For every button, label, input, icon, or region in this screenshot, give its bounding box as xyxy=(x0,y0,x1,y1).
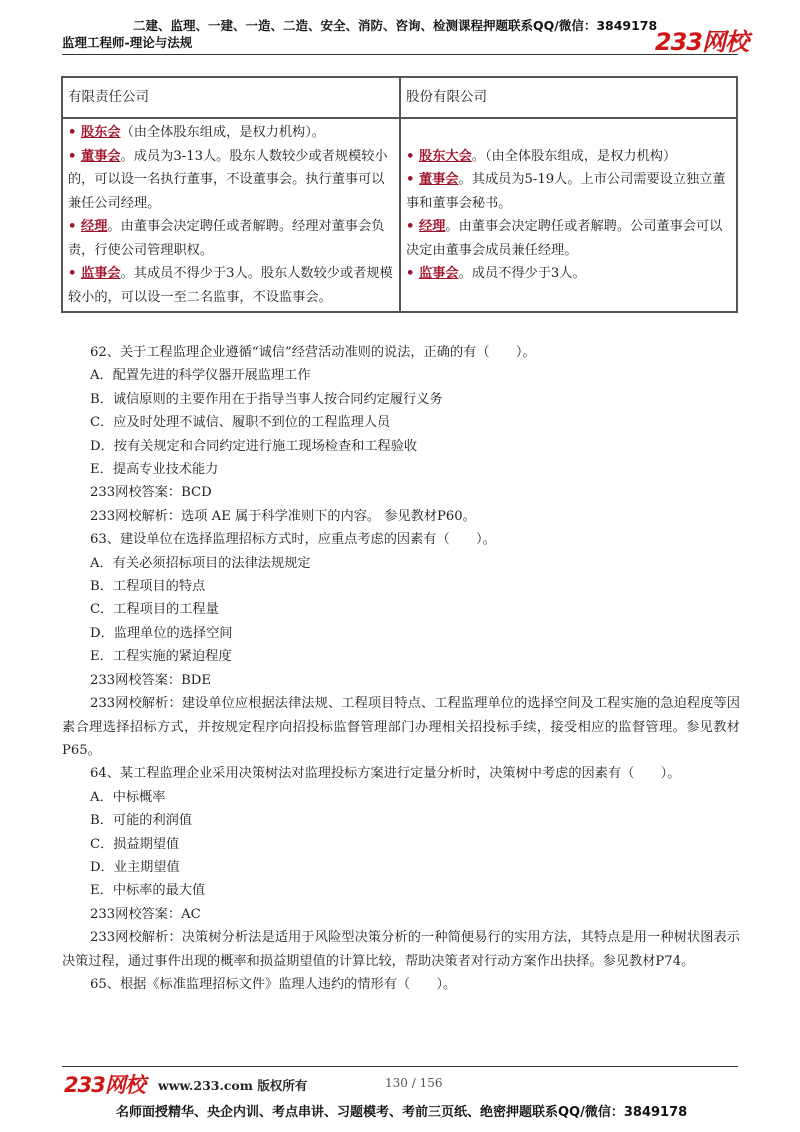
table-header-jsc: 股份有限公司 xyxy=(400,77,737,118)
list-item: • 董事会。其成员为5-19人。上市公司需要设立独立董事和董事会秘书。 xyxy=(406,172,726,211)
term-link[interactable]: 股东会 xyxy=(81,125,121,140)
list-item: • 经理。由董事会决定聘任或者解聘。经理对董事会负责，行使公司管理职权。 xyxy=(68,219,385,258)
analysis: 233网校解析：决策树分析法是适用于风险型决策分析的一种简便易行的实用方法，其特点是用一种树状图表示决策过程，通过事件出现的概率和损益期望值的计算比较，帮助决策者对行动方案作出抉择。参见教材P74。 xyxy=(62,930,740,969)
option: B．可能的利润值 xyxy=(90,813,193,829)
list-item: • 监事会。成员不得少于3人。 xyxy=(406,266,586,281)
list-item: • 董事会。成员为3-13人。股东人数较少或者规模较小的，可以设一名执行董事，不设董事会。执行董事可以兼任公司经理。 xyxy=(68,148,388,211)
term-link[interactable]: 董事会 xyxy=(81,148,121,164)
page-number: 130 / 156 xyxy=(385,1076,443,1090)
option: A．中标概率 xyxy=(90,789,166,805)
list-item: • 监事会。其成员不得少于3人。股东人数较少或者规模较小的，可以设一至二名监事，不设监事会。 xyxy=(68,266,393,305)
option: E．工程实施的紧迫程度 xyxy=(90,649,232,665)
term-link[interactable]: 监事会 xyxy=(419,266,459,281)
list-item: • 经理。由董事会决定聘任或者解聘。公司董事会可以决定由董事会成员兼任经理。 xyxy=(406,219,723,258)
option: C．工程项目的工程量 xyxy=(90,602,219,618)
brand-logo: 233网校 xyxy=(654,28,748,56)
item-text: 。成员不得少于3人。 xyxy=(458,266,586,281)
question-62-stem: 62、关于工程监理企业遵循“诚信”经营活动准则的说法，正确的有（ ）。 xyxy=(90,345,536,360)
option: E．提高专业技术能力 xyxy=(90,462,219,478)
option: A．配置先进的科学仪器开展监理工作 xyxy=(90,368,311,384)
option: D．按有关规定和合同约定进行施工现场检查和工程验收 xyxy=(90,438,418,454)
option: E．中标率的最大值 xyxy=(90,883,206,899)
item-text: 。成员为3-13人。股东人数较少或者规模较小的，可以设一名执行董事，不设董事会。执行董事可以兼任公司经理。 xyxy=(68,148,388,211)
item-text: 。由董事会决定聘任或者解聘。经理对董事会负责，行使公司管理职权。 xyxy=(68,219,385,258)
option: B．工程项目的特点 xyxy=(90,579,206,595)
question-content xyxy=(62,341,740,996)
list-item: • 股东会（由全体股东组成，是权力机构）。 xyxy=(68,125,325,140)
item-text: 。由董事会决定聘任或者解聘。公司董事会可以决定由董事会成员兼任经理。 xyxy=(406,219,723,258)
footer-promo: 名师面授精华、央企内训、考点串讲、习题模考、考前三页纸、绝密押题联系QQ/微信：3849178 xyxy=(116,1105,688,1120)
item-text: 。其成员为5-19人。上市公司需要设立独立董事和董事会秘书。 xyxy=(406,172,726,211)
answer: 233网校答案：BDE xyxy=(90,672,211,688)
item-text: 。其成员不得少于3人。股东人数较少或者规模较小的，可以设一至二名监事，不设监事会。 xyxy=(68,266,393,305)
option: C．应及时处理不诚信、履职不到位的工程监理人员 xyxy=(90,415,391,431)
option: A．有关必须招标项目的法律法规规定 xyxy=(90,555,311,571)
question-65-stem: 65、根据《标准监理招标文件》监理人违约的情形有（ ）。 xyxy=(90,976,457,992)
option: D．业主期望值 xyxy=(90,859,180,875)
list-item: • 股东大会。（由全体股东组成，是权力机构） xyxy=(406,148,677,164)
option: B．诚信原则的主要作用在于指导当事人按合同约定履行义务 xyxy=(90,391,443,407)
answer: 233网校答案：AC xyxy=(90,906,201,922)
company-comparison-table xyxy=(61,76,738,313)
header-subject: 监理工程师-理论与法规 xyxy=(62,35,193,50)
option: C．损益期望值 xyxy=(90,836,180,852)
item-text: 。（由全体股东组成，是权力机构） xyxy=(471,148,677,164)
option: D．监理单位的选择空间 xyxy=(90,625,233,641)
term-link[interactable]: 监事会 xyxy=(81,266,121,281)
question-64-stem: 64、某工程监理企业采用决策树法对监理投标方案进行定量分析时，决策树中考虑的因素有（ ）。 xyxy=(90,766,681,782)
header-divider xyxy=(62,54,738,55)
header-promo: 二建、监理、一建、一造、二造、安全、消防、咨询、检测课程押题联系QQ/微信：3849178 xyxy=(133,18,658,33)
question-63-stem: 63、建设单位在选择监理招标方式时，应重点考虑的因素有（ ）。 xyxy=(90,532,496,548)
table-cell-llc xyxy=(62,118,400,312)
term-link[interactable]: 经理 xyxy=(419,219,446,234)
analysis: 233网校解析：建设单位应根据法律法规、工程项目特点、工程监理单位的选择空间及工程实施的急迫程度等因素合理选择招标方式，并按规定程序向招投标监督管理部门办理相关招投标手续，接受相应的监督管理。参见教材P65。 xyxy=(62,696,740,758)
item-text: （由全体股东组成，是权力机构）。 xyxy=(120,125,325,140)
table-cell-jsc xyxy=(400,118,737,312)
footer-divider xyxy=(62,1066,738,1067)
footer-logo: 233网校 xyxy=(64,1073,145,1097)
answer: 233网校答案：BCD xyxy=(90,485,212,501)
footer-copyright: www.233.com 版权所有 xyxy=(158,1078,308,1093)
term-link[interactable]: 董事会 xyxy=(419,172,459,187)
table-header-llc: 有限责任公司 xyxy=(62,77,400,118)
term-link[interactable]: 股东大会 xyxy=(419,148,472,164)
term-link[interactable]: 经理 xyxy=(81,219,108,234)
analysis: 233网校解析：选项 AE 属于科学准则下的内容。 参见教材P60。 xyxy=(90,508,476,524)
